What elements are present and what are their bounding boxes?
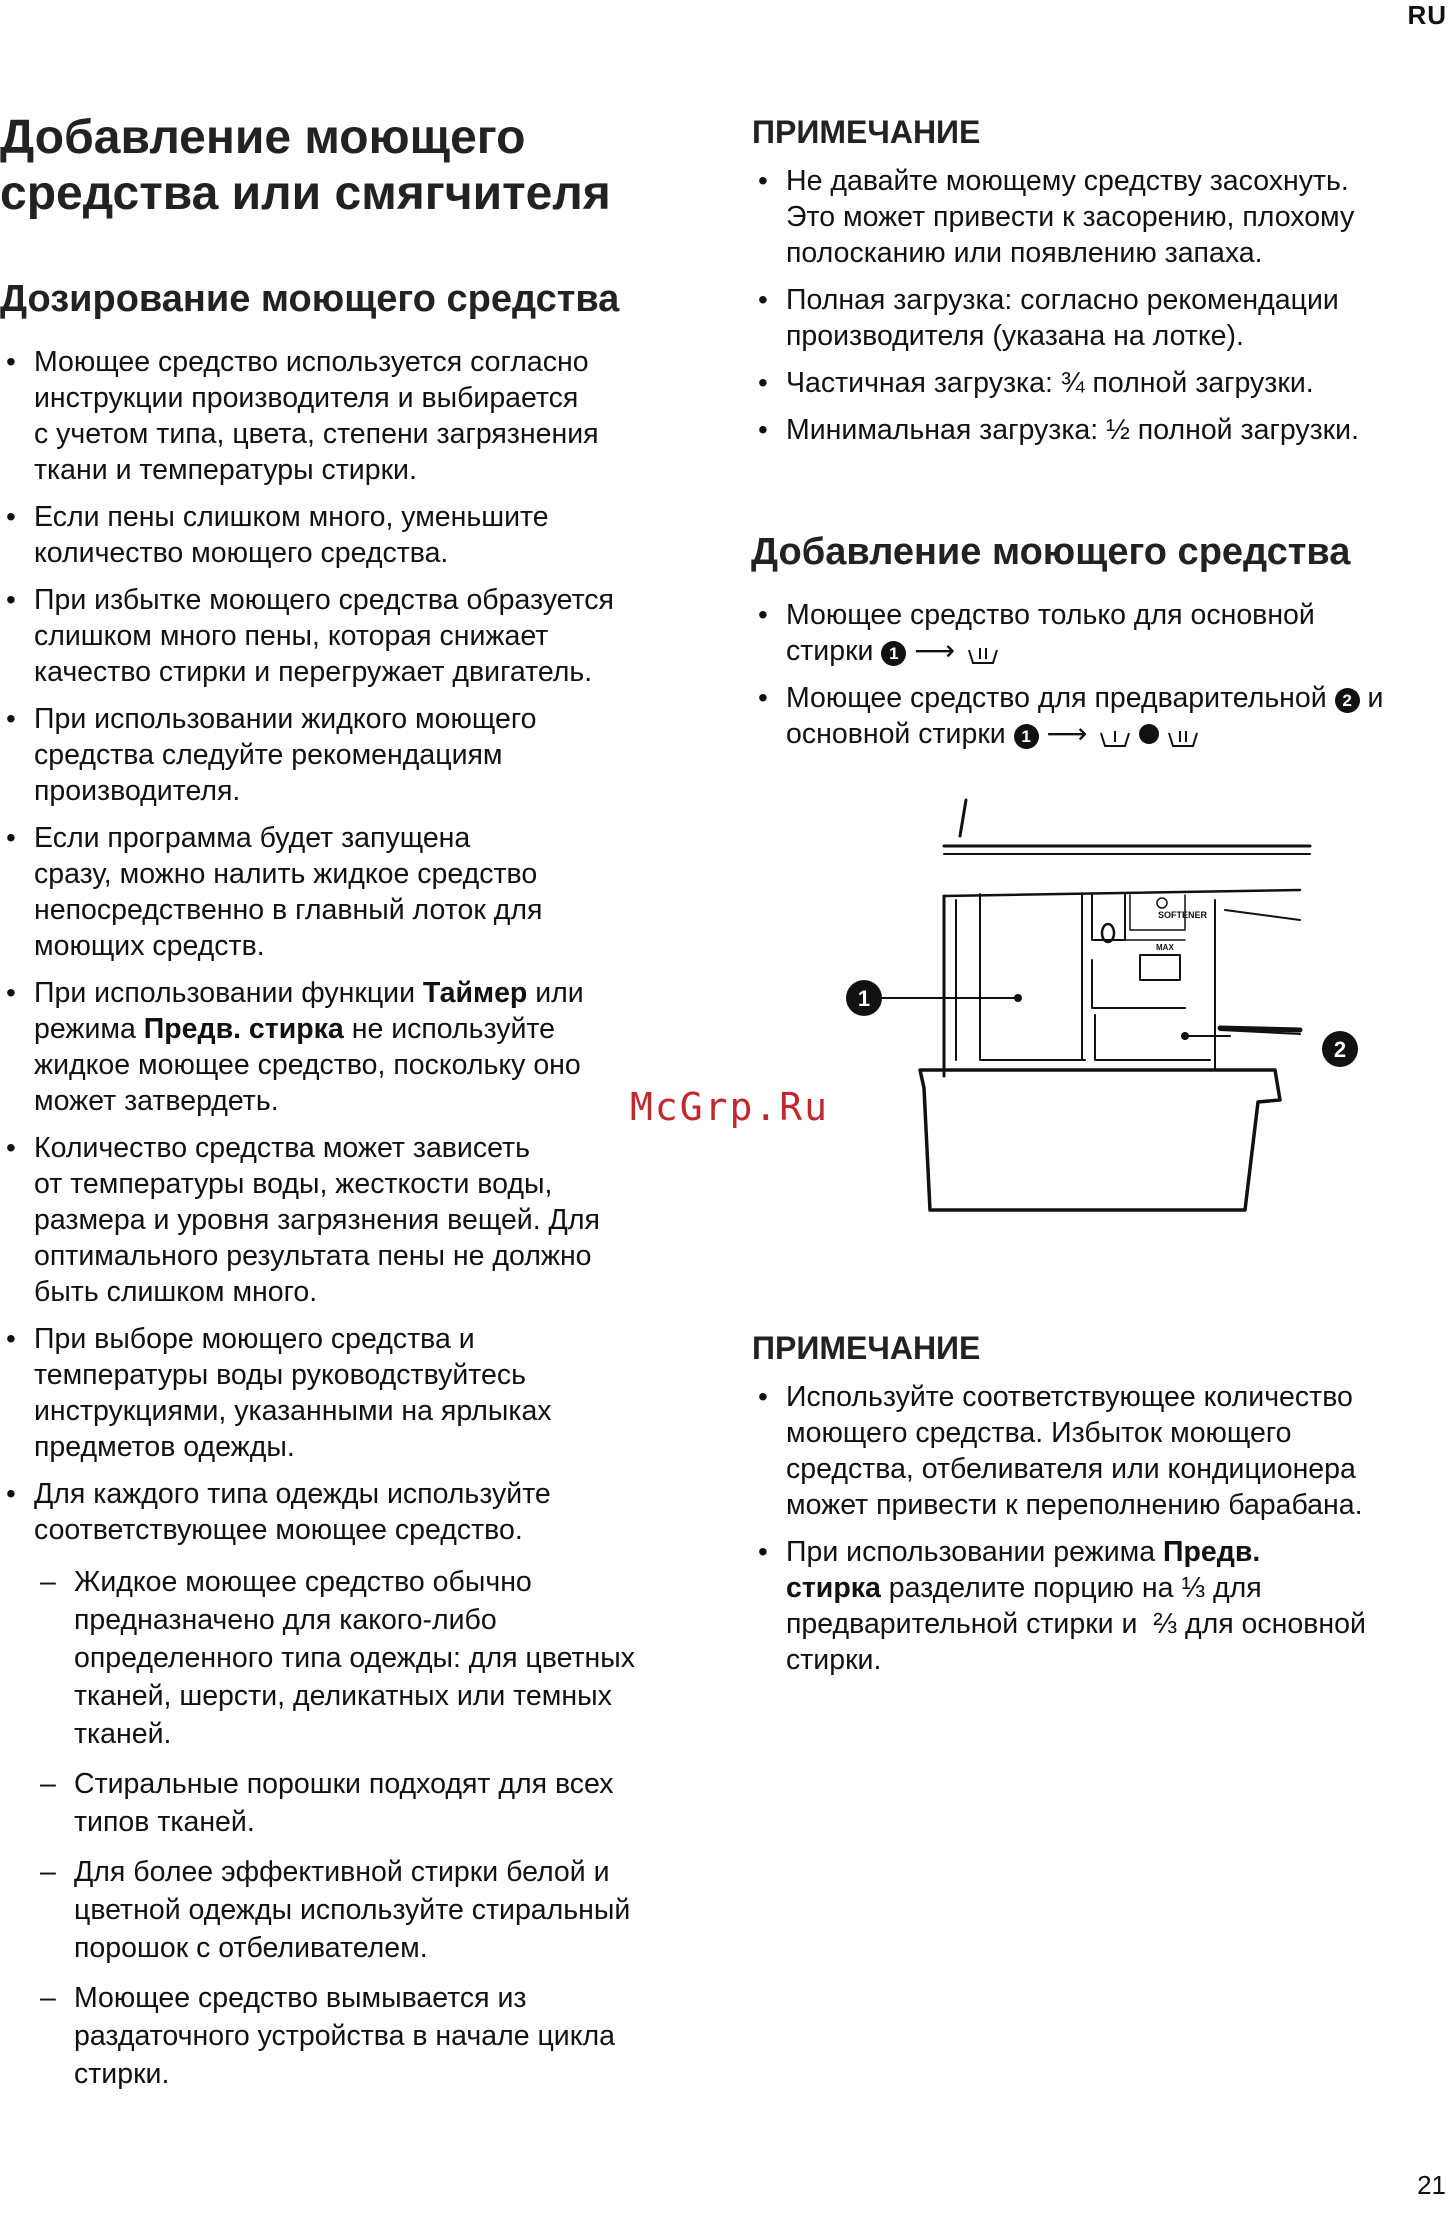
detergent-type-list (0, 1563, 700, 2105)
main-wash-tray-icon (1166, 725, 1200, 749)
bold-term: Предв. стирка (786, 1536, 1261, 1604)
list-text: не используйте жидкое моющее средство, поскольку оно может затвердеть. (34, 1013, 581, 1117)
prewash-compartment-top (1092, 960, 1185, 1008)
bold-term: Таймер (422, 977, 528, 1009)
note-title: ПРИМЕЧАНИЕ (752, 114, 981, 150)
list-text: или режима (34, 977, 584, 1045)
list-text: Моющее средство вымывается из раздаточного устройства в начале цикла стирки. (74, 1982, 615, 2090)
list-item (0, 499, 690, 571)
list-item (0, 820, 690, 964)
softener-flower-icon (1157, 898, 1167, 908)
adding-detergent-list (752, 597, 1452, 763)
list-item (0, 582, 690, 690)
list-item (752, 163, 1452, 271)
prewash-compartment-outline (1095, 1015, 1210, 1060)
list-text: разделите порцию на ⅓ для предварительной стирки и ⅔ для основной стирки. (786, 1572, 1366, 1676)
prewash-tray-icon (1098, 725, 1132, 749)
list-item (752, 1534, 1452, 1678)
callout-dot-2 (1181, 1032, 1189, 1040)
list-text: Стиральные порошки подходят для всех типов тканей. (74, 1768, 614, 1838)
page-title: Добавление моющего средства или смягчителя (0, 111, 611, 220)
list-text: и основной стирки (786, 682, 1384, 750)
list-text: Полная загрузка: согласно рекомендации производителя (указана на лотке). (786, 284, 1339, 352)
dosing-section-title: Дозирование моющего средства (0, 278, 620, 320)
list-text: Если пены слишком много, уменьшите количество моющего средства. (34, 501, 549, 569)
dash-item (0, 1853, 700, 1967)
softener-insert (1140, 955, 1180, 980)
list-text: Моющее средство только для основной стирки (786, 599, 1315, 667)
watermark: McGrp.Ru (630, 1085, 830, 1129)
list-text: Используйте соответствующее количество моющего средства. Избыток моющего средства, отбеливателя или кондиционера может привести к переполнению барабана. (786, 1381, 1363, 1521)
list-text: Для каждого типа одежды используйте соответствующее моющее средство. (34, 1478, 551, 1546)
list-text: ⟶ (1038, 718, 1096, 750)
callout-line-2 (1220, 1028, 1300, 1030)
compartment-number-badge: 1 (881, 641, 906, 666)
page-number: 21 (1417, 2170, 1446, 2200)
main-wash-tray-icon (966, 642, 1000, 666)
list-text: При использовании функции (34, 977, 423, 1009)
drawer-right-rim (1225, 910, 1300, 920)
compartment-number-badge: 2 (1335, 688, 1360, 713)
list-text: При выборе моющего средства и температуры воды руководствуйтесь инструкциями, указанными на ярлыках предметов одежды. (34, 1323, 552, 1463)
list-item (0, 1130, 690, 1310)
list-item (0, 701, 690, 809)
callout-number-1: 1 (857, 986, 871, 1011)
bold-term: Предв. стирка (143, 1013, 344, 1045)
list-item (0, 975, 690, 1119)
list-text: При избытке моющего средства образуется слишком много пены, которая снижает качество стирки и перегружает двигатель. (34, 584, 614, 688)
note-bullet-list (752, 163, 1452, 459)
list-item (752, 680, 1452, 752)
note-title-2: ПРИМЕЧАНИЕ (752, 1330, 981, 1366)
drawer-front-handle (920, 1070, 1280, 1210)
list-item (752, 1379, 1452, 1523)
softener-label: SOFTENER (1158, 910, 1208, 920)
list-text: Моющее средство для предварительной (786, 682, 1335, 714)
list-text: ⟶ (906, 635, 964, 667)
list-item (752, 412, 1452, 448)
compartment-number-badge: 1 (1014, 724, 1039, 749)
list-text: Если программа будет запущена сразу, можно налить жидкое средство непосредственно в главный лоток для моющих средств. (34, 822, 543, 962)
dosing-bullet-list (0, 344, 690, 1559)
callout-dot-1 (1014, 994, 1022, 1002)
softener-siphon-slot (1092, 894, 1125, 940)
note-bullet-list-2 (752, 1379, 1452, 1689)
list-text: При использовании режима (786, 1536, 1163, 1568)
list-item (752, 365, 1452, 401)
separator-dot-icon (1139, 724, 1159, 744)
max-label: MAX (1156, 943, 1174, 952)
housing-corner-line (960, 800, 966, 836)
dash-item (0, 1563, 700, 1753)
list-item (752, 597, 1452, 669)
list-item (752, 282, 1452, 354)
dash-item (0, 1979, 700, 2093)
list-item (0, 344, 690, 488)
dash-item (0, 1765, 700, 1841)
list-text: Количество средства может зависеть от температуры воды, жесткости воды, размера и уровня загрязнения вещей. Для оптимального результата пены не должно быть слишком много. (34, 1132, 600, 1308)
list-text: Жидкое моющее средство обычно предназначено для какого-либо определенного типа одежды: для цветных тканей, шерсти, деликатных или темных тканей. (74, 1566, 635, 1750)
drawer-top-rim (944, 890, 1300, 896)
list-text: При использовании жидкого моющего средства следуйте рекомендациям производителя. (34, 703, 537, 807)
list-text: Не давайте моющему средству засохнуть. Это может привести к засорению, плохому полосканию или появлению запаха. (786, 165, 1355, 269)
main-compartment-outline (980, 894, 1085, 1060)
list-text: Для более эффективной стирки белой и цветной одежды используйте стиральный порошок с отбеливателем. (74, 1856, 631, 1964)
list-text: Частичная загрузка: ¾ полной загрузки. (786, 367, 1314, 399)
dispenser-drawer-figure (840, 790, 1347, 1220)
list-item (0, 1321, 690, 1465)
list-text: Моющее средство используется согласно инструкции производителя и выбирается с учетом типа, цвета, степени загрязнения ткани и температуры стирки. (34, 346, 599, 486)
list-text: Минимальная загрузка: ½ полной загрузки. (786, 414, 1359, 446)
list-item (0, 1476, 690, 1548)
adding-detergent-title: Добавление моющего средства (751, 531, 1351, 573)
callout-number-2: 2 (1333, 1037, 1347, 1062)
language-label: RU (1407, 0, 1447, 30)
